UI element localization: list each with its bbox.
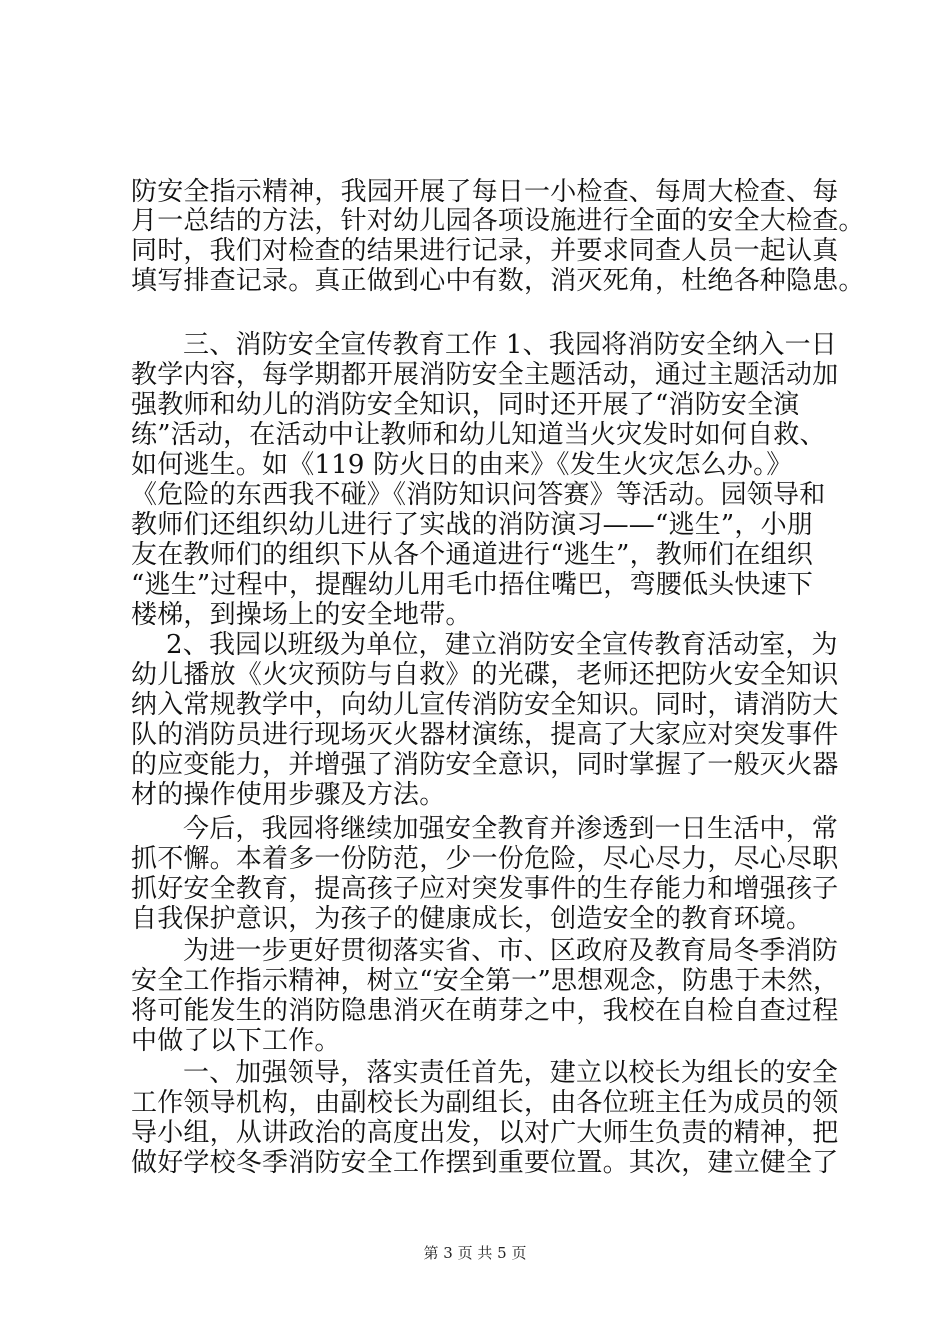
text-line: 同时，我们对检查的结果进行记录，并要求同查人员一起认真: [131, 236, 839, 266]
section-heading-line: 三、消防安全宣传教育工作 1、我园将消防安全纳入一日: [183, 330, 838, 360]
paragraph-start-line: 2、我园以班级为单位，建立消防安全宣传教育活动室，为: [166, 630, 838, 660]
paragraph-start-line: 今后，我园将继续加强安全教育并渗透到一日生活中，常: [183, 814, 839, 844]
text-line: 将可能发生的消防隐患消灭在萌芽之中，我校在自检自查过程: [131, 996, 839, 1026]
text-line: 中做了以下工作。: [131, 1026, 341, 1056]
text-line: 如何逃生。如《119 防火日的由来》《发生火灾怎么办。》: [131, 450, 793, 480]
paragraph-start-line: 为进一步更好贯彻落实省、市、区政府及教育局冬季消防: [183, 936, 839, 966]
text-line: 练”活动，在活动中让教师和幼儿知道当火灾发时如何自救、: [131, 420, 826, 450]
text-line: 安全工作指示精神，树立“安全第一”思想观念，防患于未然，: [131, 966, 840, 996]
text-line: 工作领导机构，由副校长为副组长，由各位班主任为成员的领: [131, 1088, 839, 1118]
text-line: 填写排查记录。真正做到心中有数，消灭死角，杜绝各种隐患。: [131, 266, 865, 296]
text-line: 《危险的东西我不碰》《消防知识问答赛》等活动。园领导和: [131, 480, 826, 510]
paragraph-start-line: 一、加强领导，落实责任首先，建立以校长为组长的安全: [183, 1058, 839, 1088]
text-line: 强教师和幼儿的消防安全知识，同时还开展了“消防安全演: [131, 390, 800, 420]
text-line: 纳入常规教学中，向幼儿宣传消防安全知识。同时，请消防大: [131, 690, 839, 720]
text-line: 楼梯，到操场上的安全地带。: [131, 600, 472, 630]
text-line: 防安全指示精神，我园开展了每日一小检查、每周大检查、每: [131, 177, 839, 207]
text-line: 友在教师们的组织下从各个通道进行“逃生”，教师们在组织: [131, 540, 813, 570]
text-line: 幼儿播放《火灾预防与自救》的光碟，老师还把防火安全知识: [131, 660, 839, 690]
text-line: 队的消防员进行现场灭火器材演练，提高了大家应对突发事件: [131, 720, 839, 750]
text-line: 材的操作使用步骤及方法。: [131, 780, 446, 810]
text-line: 的应变能力，并增强了消防安全意识，同时掌握了一般灭火器: [131, 750, 839, 780]
text-line: 抓不懈。本着多一份防范，少一份危险，尽心尽力，尽心尽职: [131, 844, 839, 874]
text-line: 抓好安全教育，提高孩子应对突发事件的生存能力和增强孩子: [131, 874, 839, 904]
text-line: “逃生”过程中，提醒幼儿用毛巾捂住嘴巴，弯腰低头快速下: [131, 570, 813, 600]
text-line: 教师们还组织幼儿进行了实战的消防演习——“逃生”，小朋: [131, 510, 813, 540]
text-line: 教学内容，每学期都开展消防安全主题活动，通过主题活动加: [131, 360, 839, 390]
text-line: 月一总结的方法，针对幼儿园各项设施进行全面的安全大检查。: [131, 206, 865, 236]
page-footer: 第 3 页 共 5 页: [423, 1244, 527, 1262]
text-line: 自我保护意识，为孩子的健康成长，创造安全的教育环境。: [131, 904, 813, 934]
text-line: 做好学校冬季消防安全工作摆到重要位置。其次，建立健全了: [131, 1148, 839, 1178]
text-line: 导小组，从讲政治的高度出发，以对广大师生负责的精神，把: [131, 1118, 839, 1148]
